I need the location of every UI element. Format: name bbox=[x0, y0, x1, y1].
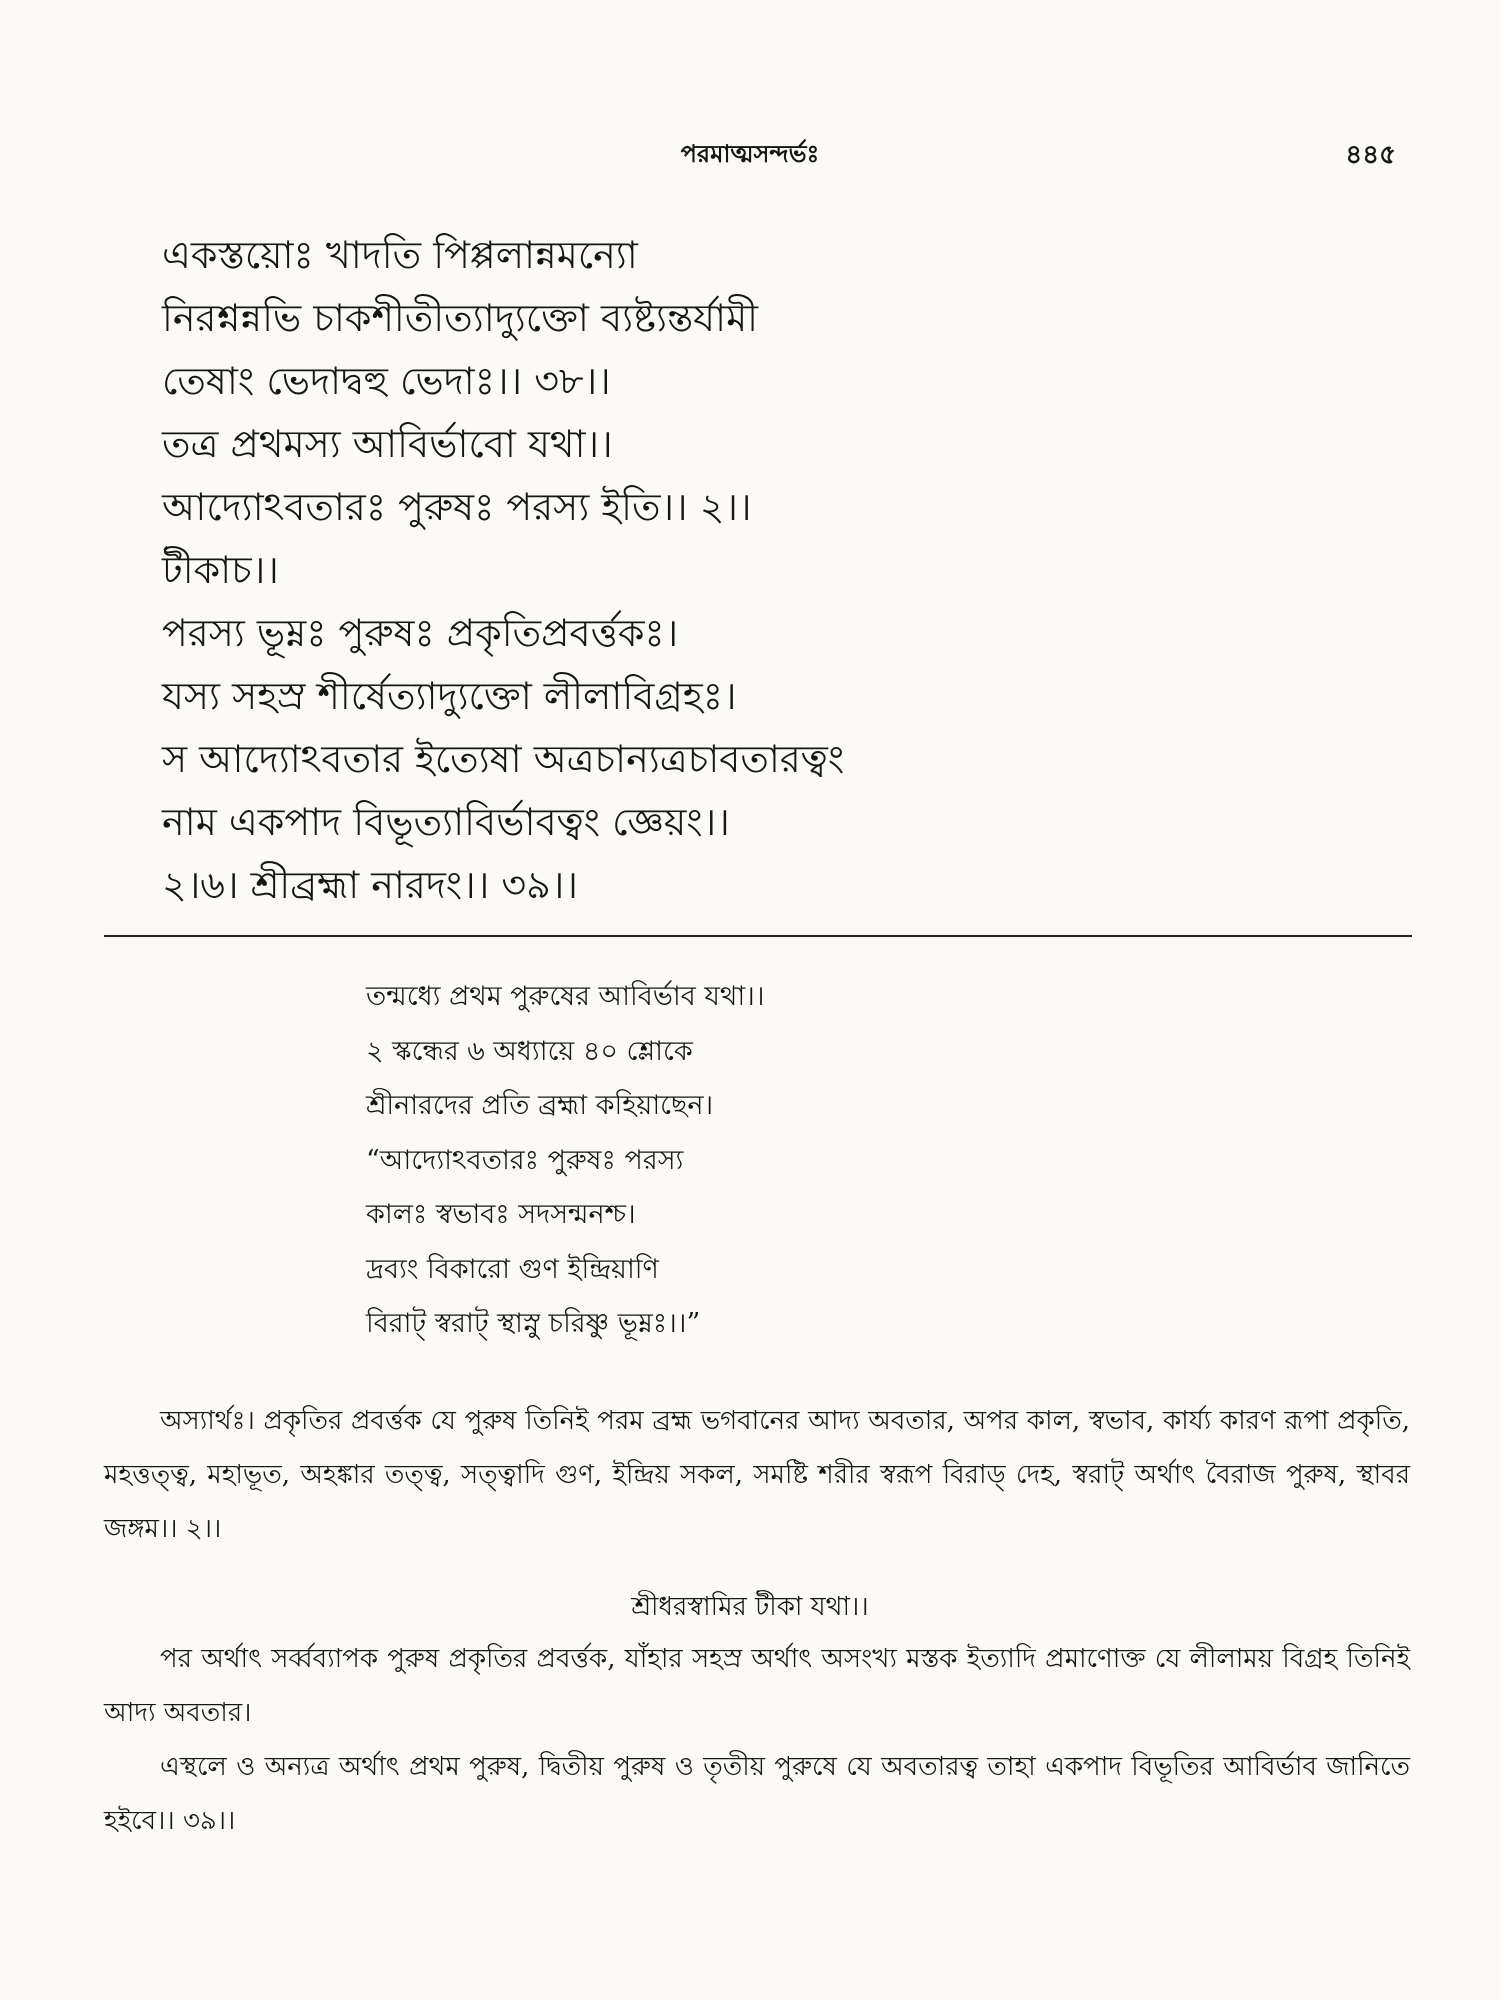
commentary-heading: শ্রীধরস্বামির টীকা যথা।। bbox=[631, 1592, 869, 1622]
commentary-text: এস্থলে ও অন্যত্র অর্থাৎ প্রথম পুরুষ, দ্বিতীয় পুরুষ ও তৃতীয় পুরুষে যে অবতারত্ব তাহা একপাদ বিভূতির আবির্ভাব জানিতে হইবে।। ৩৯।। bbox=[104, 1752, 1410, 1836]
commentary-text: পর অর্থাৎ সর্ব্বব্যাপক পুরুষ প্রকৃতির প্রবর্ত্তক, যাঁহার সহস্র অর্থাৎ অসংখ্য মস্তক ইত্যাদি প্রমাণোক্ত যে লীলাময় বিগ্রহ তিনিই আদ্য অবতার। bbox=[104, 1644, 1410, 1728]
verse-line: ২।৬। শ্রীব্রহ্মা নারদং।। ৩৯।। bbox=[162, 863, 578, 907]
verse-line: নাম একপাদ বিভূত্যাবির্ভাবত্বং জ্ঞেয়ং।। bbox=[162, 800, 730, 844]
sanskrit-verse-block bbox=[162, 224, 1402, 917]
translation-line: তন্মধ্যে প্রথম পুরুষের আবির্ভাব যথা।। bbox=[366, 981, 765, 1012]
meaning-paragraph bbox=[104, 1394, 1410, 1556]
verse-line: আদ্যোঽবতারঃ পুরুষঃ পরস্য ইতি।। ২।। bbox=[162, 485, 752, 529]
translation-line: কালঃ স্বভাবঃ সদসন্মনশ্চ। bbox=[366, 1199, 636, 1230]
verse-line: একস্তয়োঃ খাদতি পিপ্পলান্নমন্যো bbox=[162, 233, 638, 277]
verse-line: পরস্য ভূম্নঃ পুরুষঃ প্রকৃতিপ্রবর্ত্তকঃ। bbox=[162, 611, 679, 655]
commentary-paragraph bbox=[104, 1632, 1410, 1740]
verse-line: স আদ্যোঽবতার ইত্যেষা অত্রচান্যত্রচাবতারত্বং bbox=[162, 737, 845, 781]
translation-line: দ্রব্যং বিকারো গুণ ইন্দ্রিয়াণি bbox=[366, 1253, 659, 1285]
page-number: ৪৪৫ bbox=[1345, 140, 1396, 170]
verse-line: নিরশ্নন্নভি চাকশীতীত্যাদ্যুক্তো ব্যষ্ট্যন্তর্যামী bbox=[162, 296, 759, 340]
translation-line: ২ স্কন্ধের ৬ অধ্যায়ে ৪০ শ্লোকে bbox=[366, 1035, 693, 1067]
verse-line: যস্য সহস্র শীর্ষেত্যাদ্যুক্তো লীলাবিগ্রহঃ। bbox=[162, 674, 737, 718]
translation-line: বিরাট্‌ স্বরাট্‌ স্থাস্নু চরিষ্ণু ভূম্নঃ।।” bbox=[366, 1308, 701, 1339]
meaning-text: অস্যার্থঃ। প্রকৃতির প্রবর্ত্তক যে পুরুষ তিনিই পরম ব্রহ্ম ভগবানের আদ্য অবতার, অপর কাল, স্বভাব, কার্য্য কারণ রূপা প্রকৃতি, মহত্তত্ত্ব, মহাভূত, অহঙ্কার তত্ত্ব, সত্ত্বাদি গুণ, ইন্দ্রিয় সকল, সমষ্টি শরীর স্বরূপ বিরাড্‌ দেহ, স্বরাট্‌ অর্থাৎ বৈরাজ পুরুষ, স্থাবর জঙ্গম।। ২।। bbox=[104, 1406, 1410, 1544]
verse-line: টীকাচ।। bbox=[162, 548, 279, 592]
verse-line: তত্র প্রথমস্য আবির্ভাবো যথা।। bbox=[162, 422, 613, 466]
verse-line: তেষাং ভেদাদ্বহু ভেদাঃ।। ৩৮।। bbox=[162, 359, 611, 403]
translation-line: “আদ্যোঽবতারঃ পুরুষঃ পরস্য bbox=[366, 1144, 684, 1176]
section-divider bbox=[104, 935, 1412, 937]
commentary-paragraph bbox=[104, 1740, 1410, 1848]
translation-line: শ্রীনারদের প্রতি ব্রহ্মা কহিয়াছেন। bbox=[366, 1090, 714, 1121]
translation-block bbox=[366, 970, 1266, 1352]
running-title: পরমাত্মসন্দর্ভঃ bbox=[680, 139, 820, 168]
